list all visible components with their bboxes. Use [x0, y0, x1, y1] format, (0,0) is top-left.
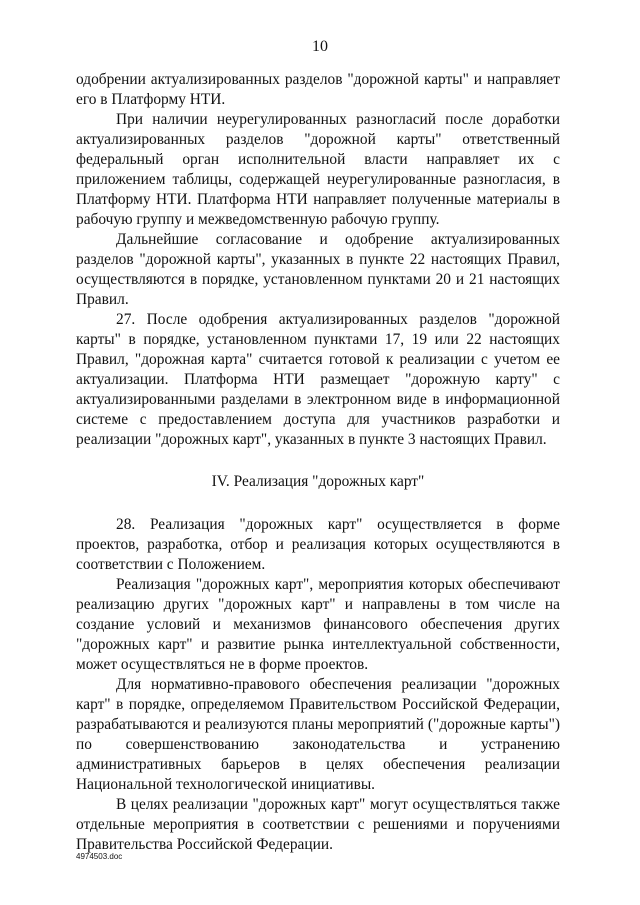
paragraph: 27. После одобрения актуализированных разделов "дорожной карты" в порядке, установленном пунктами 17, 19 или 22 настоящих Правил, "дорожная карта" считается готовой к реализации с учетом ее актуализации. Платформа НТИ размещает "дорожную карту" с актуализированными разделами в электронном виде в информационной системе с предоставлением доступа для участников разработки и реализации "дорожных карт", указанных в пункте 3 настоящих Правил. [76, 311, 560, 448]
paragraph: Дальнейшие согласование и одобрение актуализированных разделов "дорожной карты", указанных в пункте 22 настоящих Правил, осуществляются в порядке, установленном пунктами 20 и 21 настоящих Правил. [76, 231, 560, 308]
section-heading: IV. Реализация "дорожных карт" [211, 473, 425, 490]
page-number: 10 [312, 38, 328, 55]
paragraph: В целях реализации "дорожных карт" могут осуществляться также отдельные мероприятия в соответствии с решениями и поручениями Правительства Российской Федерации. [76, 796, 560, 853]
paragraph: 28. Реализация "дорожных карт" осуществляется в форме проектов, разработка, отбор и реализация которых осуществляются в соответствии с Положением. [76, 516, 560, 573]
paragraph: Реализация "дорожных карт", мероприятия которых обеспечивают реализацию других "дорожных карт" и направлены в том числе на создание условий и механизмов финансового обеспечения других "дорожных карт" и развитие рынка интеллектуальной собственности, может осуществляться не в форме проектов. [76, 576, 560, 673]
footer-filename: 4974503.doc [76, 852, 123, 861]
document-body [76, 70, 560, 855]
paragraph: Для нормативно-правового обеспечения реализации "дорожных карт" в порядке, определяемом Правительством Российской Федерации, разрабатываются и реализуются планы мероприятий ("дорожные карты") по совершенствованию законодательства и устранению административных барьеров в целях обеспечения реализации Национальной технологической инициативы. [76, 676, 560, 793]
paragraph: При наличии неурегулированных разногласий после доработки актуализированных разделов "дорожной карты" ответственный федеральный орган исполнительной власти направляет их с приложением таблицы, содержащей неурегулированные разногласия, в Платформу НТИ. Платформа НТИ направляет полученные материалы в рабочую группу и межведомственную рабочую группу. [76, 111, 560, 228]
paragraph: одобрении актуализированных разделов "дорожной карты" и направляет его в Платформу НТИ. [76, 71, 560, 108]
